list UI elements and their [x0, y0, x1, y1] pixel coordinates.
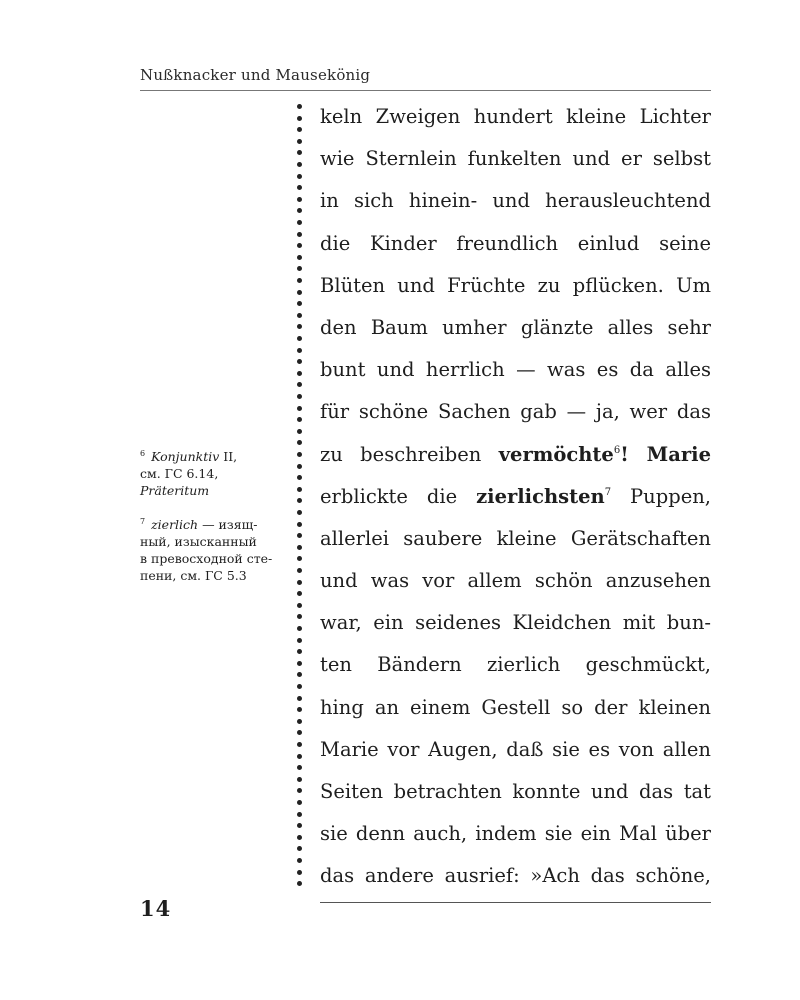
separator-dot [297, 846, 302, 851]
separator-dot [297, 800, 302, 805]
separator-dot [297, 127, 302, 132]
text-segment: Puppen, [611, 484, 711, 508]
separator-dot [297, 313, 302, 318]
separator-dot [297, 116, 302, 121]
separator-dot [297, 545, 302, 550]
separator-dot [297, 707, 302, 712]
text-line: ten Bändern zierlich geschmückt, [320, 653, 711, 677]
separator-dot [297, 881, 302, 886]
note-line: пени, см. ГС 5.3 [140, 568, 247, 583]
separator-dot [297, 348, 302, 353]
separator-dot [297, 522, 302, 527]
text-segment: erblickte die [320, 484, 477, 508]
separator-dot [297, 208, 302, 213]
separator-dot [297, 603, 302, 608]
separator-dot [297, 452, 302, 457]
text-segment: ! Marie [620, 442, 711, 466]
separator-dot [297, 139, 302, 144]
text-line: in sich hinein- und herausleuchtend [320, 189, 711, 213]
text-line: keln Zweigen hundert kleine Lichter [320, 105, 711, 128]
separator-dot [297, 440, 302, 445]
note-line [140, 445, 290, 465]
separator-dot [297, 255, 302, 260]
text-segment: zu beschreiben [320, 442, 499, 466]
separator-dot [297, 765, 302, 770]
footnote-marker: 7 [604, 486, 612, 498]
separator-dot [297, 429, 302, 434]
separator-dot [297, 788, 302, 793]
separator-dot [297, 719, 302, 724]
note-number: 6 [140, 449, 146, 458]
margin-note-6 [140, 445, 290, 499]
separator-dot [297, 301, 302, 306]
separator-dot [297, 150, 302, 155]
separator-dot [297, 406, 302, 411]
text-line: hing an einem Gestell so der kleinen [320, 695, 711, 719]
separator-dot [297, 858, 302, 863]
note-line [140, 513, 290, 533]
footnote-marker: 6 [613, 444, 621, 456]
dotted-separator [293, 104, 307, 884]
text-line: wie Sternlein funkelten und er selbst [320, 147, 711, 171]
separator-dot [297, 730, 302, 735]
separator-dot [297, 614, 302, 619]
text-line [320, 476, 711, 518]
separator-dot [297, 371, 302, 376]
separator-dot [297, 591, 302, 596]
page-number: 14 [140, 896, 172, 921]
emphasized-term: zierlichsten [476, 484, 605, 508]
note-line: см. ГС 6.14, [140, 466, 219, 481]
separator-dot [297, 359, 302, 364]
separator-dot [297, 232, 302, 237]
running-header: Nußknacker und Mausekönig [140, 66, 371, 84]
separator-dot [297, 475, 302, 480]
bottom-rule [320, 902, 711, 903]
separator-dot [297, 417, 302, 422]
separator-dot [297, 777, 302, 782]
text-line: allerlei saubere kleine Gerätschaften [320, 526, 711, 550]
separator-dot [297, 278, 302, 283]
separator-dot [297, 382, 302, 387]
separator-dot [297, 823, 302, 828]
separator-dot [297, 672, 302, 677]
text-line: bunt und herrlich — was es da alles [320, 358, 711, 382]
separator-dot [297, 626, 302, 631]
text-line: war, ein seidenes Kleidchen mit bun- [320, 611, 711, 635]
separator-dot [297, 638, 302, 643]
text-line: Seiten betrachten konnte und das tat [320, 780, 711, 803]
text-line: den Baum umher glänzte alles sehr [320, 315, 711, 339]
separator-dot [297, 510, 302, 515]
text-line: sie denn auch, indem sie ein Mal über [320, 822, 711, 846]
separator-dot [297, 162, 302, 167]
separator-dot [297, 649, 302, 654]
separator-dot [297, 464, 302, 469]
separator-dot [297, 487, 302, 492]
separator-dot [297, 580, 302, 585]
note-text: — изящ- [198, 517, 258, 532]
text-line: und was vor allem schön anzusehen [320, 569, 711, 593]
note-term: Präteritum [140, 483, 210, 498]
separator-dot [297, 696, 302, 701]
separator-dot [297, 742, 302, 747]
note-line: ный, изысканный [140, 534, 257, 549]
text-line: Blüten und Früchte zu pflücken. Um [320, 273, 711, 297]
separator-dot [297, 533, 302, 538]
separator-dot [297, 266, 302, 271]
note-term: Konjunktiv [151, 449, 220, 464]
separator-dot [297, 812, 302, 817]
note-term: zierlich [151, 517, 199, 532]
margin-note-7 [140, 513, 290, 584]
separator-dot [297, 104, 302, 109]
separator-dot [297, 174, 302, 179]
separator-dot [297, 324, 302, 329]
note-line: в превосходной сте- [140, 551, 273, 566]
separator-dot [297, 870, 302, 875]
separator-dot [297, 394, 302, 399]
separator-dot [297, 336, 302, 341]
separator-dot [297, 661, 302, 666]
separator-dot [297, 220, 302, 225]
separator-dot [297, 290, 302, 295]
separator-dot [297, 197, 302, 202]
note-number: 7 [140, 517, 146, 526]
note-text: II, [219, 449, 238, 464]
separator-dot [297, 498, 302, 503]
text-line: für schöne Sachen gab — ja, wer das [320, 400, 711, 424]
text-line: die Kinder freundlich einlud seine [320, 231, 711, 255]
separator-dot [297, 568, 302, 573]
separator-dot [297, 243, 302, 248]
separator-dot [297, 684, 302, 689]
text-line: Marie vor Augen, daß sie es von allen [320, 737, 711, 761]
text-line: das andere ausrief: »Ach das schöne, [320, 864, 711, 888]
main-text [320, 96, 711, 898]
emphasized-term: vermöchte [498, 442, 614, 466]
separator-dot [297, 754, 302, 759]
note-line [140, 482, 290, 499]
separator-dot [297, 835, 302, 840]
header-rule [140, 90, 711, 91]
text-line [320, 434, 711, 476]
separator-dot [297, 185, 302, 190]
separator-dot [297, 556, 302, 561]
